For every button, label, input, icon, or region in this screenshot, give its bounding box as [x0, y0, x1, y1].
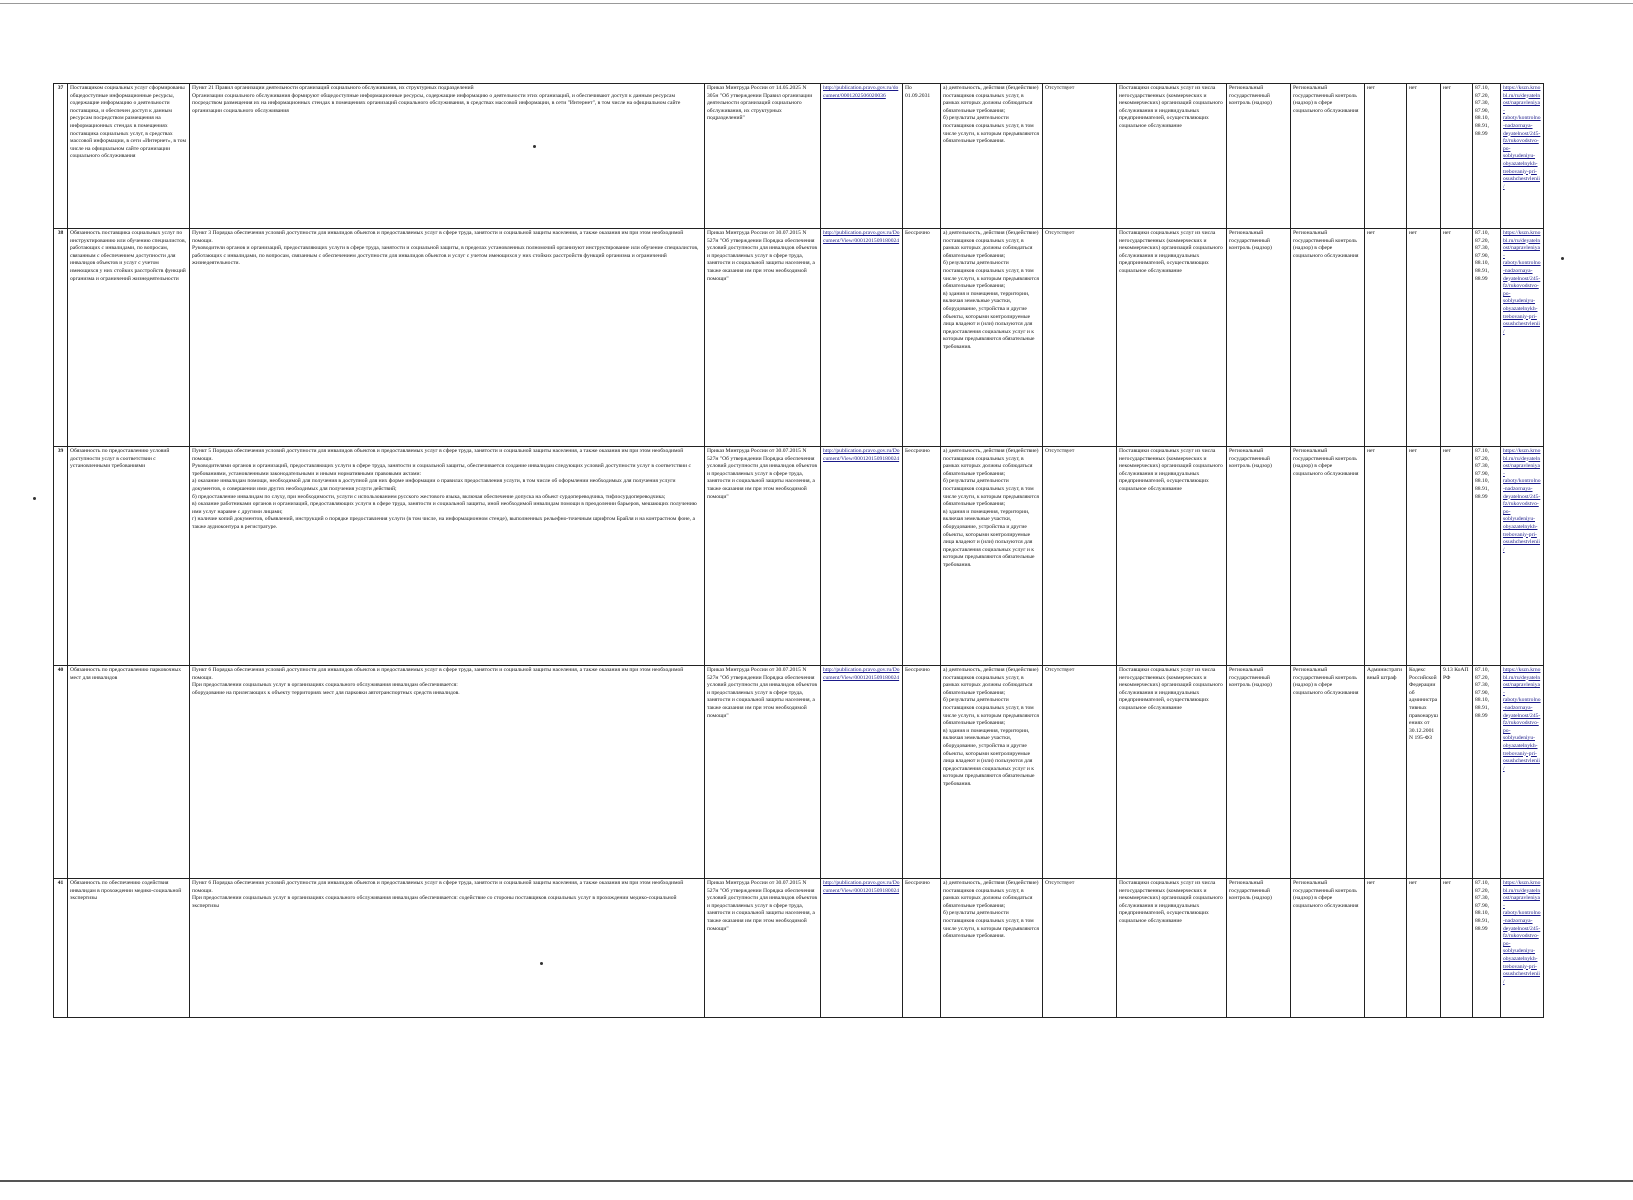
validity-term-text: Бессрочно	[905, 448, 930, 454]
row-number	[54, 879, 68, 1018]
control-objects-text: а) деятельность, действия (бездействие) поставщиков социальных услуг, в рамках которых должны соблюдаться обязательные требования; б) результаты деятельности поставщиков социальных услуг, в том числе услуги, к которым предъявляются обязательные требования.	[943, 85, 1039, 145]
control-kind-text: Региональный государственный контроль (надзор)	[1229, 880, 1272, 902]
legal-act-text: Приказ Минтруда России от 14.05.2025 N 305н "Об утверждении Правил организации деятельности организаций социального обслуживания, их структурных подразделений"	[707, 85, 813, 122]
liability-act-cell	[1407, 447, 1441, 666]
row-number	[54, 229, 68, 447]
validity-term-cell	[903, 879, 941, 1018]
article-text: 9.13 КоАП РФ	[1443, 667, 1469, 681]
legal-act-cell	[705, 229, 821, 447]
control-full-name-cell	[1291, 84, 1365, 229]
guide-link[interactable]: https://kszn.krno bl.ru/ru/deyatelnost/napravleniya-raboty/kontrolno-nadzornaya-deyatelnost/245-fz/rukovodstvo-po-soblyudeniyu-obyazatelnykh-trebovaniy-pri-osushchestvlenii/	[1503, 667, 1541, 772]
table-row	[54, 879, 1544, 1018]
okved-cell	[1473, 447, 1501, 666]
liability-act-text: Кодекс Российской Федерации об административных правонарушениях от 30.12.2001 N 195-ФЗ	[1409, 667, 1438, 742]
liability-act-cell	[1407, 84, 1441, 229]
article-cell	[1441, 879, 1473, 1018]
legal-act-text: Приказ Минтруда России от 30.07.2015 N 527н "Об утверждении Порядка обеспечения условий доступности для инвалидов объектов и предоставляемых услуг в сфере труда, занятости и социальной защиты населения, а также оказания им при этом необходимой помощи"	[707, 230, 818, 282]
obligation-cell	[68, 879, 190, 1018]
table-row	[54, 84, 1544, 229]
act-link-cell	[821, 84, 903, 229]
guide-link[interactable]: https://kszn.krno bl.ru/ru/deyatelnost/napravleniya-raboty/kontrolno-nadzornaya-deyatelnost/245-fz/rukovodstvo-po-soblyudeniyu-obyazatelnykh-trebovaniy-pri-osushchestvlenii/	[1503, 85, 1541, 190]
requirement-text: Пункт 5 Порядка обеспечения условий доступности для инвалидов объектов и предоставляемых услуг в сфере труда, занятости и социальной защиты населения, а также оказания им при этом необходимой помощи. Руководителями органов и организаций, предоставляющих услуги в сфере труда, занятости и социальной защиты, обеспечивается создание инвалидам следующих условий доступности услуг в соответствии с требованиями, установленными законодательными и иными нормативными правовыми актами: а) оказание инвалидам помощи, необходимой для получения в доступной для них форме информации о правилах предоставления услуги, в том числе об оформлении необходимых для получения услуги документов, о совершении ими других необходимых для получения услуги действий; б) предоставление инвалидам по слуху, при необходимости, услуги с использованием русского жестового языка, включая обеспечение допуска на объект сурдопереводчика, тифлосурдопереводчика; в) оказание работниками органов и организаций, предоставляющих услуги в сфере труда, занятости и социальной защиты, иной необходимой инвалидам помощи в преодолении барьеров, мешающих получению ими услуг наравне с другими лицами; г) наличие копий документов, объявлений, инструкций о порядке предоставления услуги (в том числе, на информационном стенде), выполненных рельефно-точечным шрифтом Брайля и на контрастном фоне, а также аудиоконтура в регистратуре.	[192, 448, 697, 530]
obligation-cell	[68, 84, 190, 229]
control-full-name-text: Региональный государственный контроль (надзор) в сфере социального обслуживания	[1293, 85, 1359, 114]
control-kind-cell	[1227, 447, 1291, 666]
guide-link[interactable]: https://kszn.krno bl.ru/ru/deyatelnost/napravleniya-raboty/kontrolno-nadzornaya-deyatelnost/245-fz/rukovodstvo-po-soblyudeniyu-obyazatelnykh-trebovaniy-pri-osushchestvlenii/	[1503, 230, 1541, 335]
legal-act-text: Приказ Минтруда России от 30.07.2015 N 527н "Об утверждении Порядка обеспечения условий доступности для инвалидов объектов и предоставляемых услуг в сфере труда, занятости и социальной защиты населения, а также оказания им при этом необходимой помощи"	[707, 880, 818, 932]
act-link-cell	[821, 447, 903, 666]
obligation-cell	[68, 229, 190, 447]
act-link-cell	[821, 666, 903, 879]
table-row	[54, 229, 1544, 447]
obligation-cell	[68, 666, 190, 879]
exemption-text: Отсутствует	[1045, 85, 1075, 91]
responsibility-cell	[1365, 447, 1407, 666]
row-number: 38	[57, 230, 64, 236]
requirement-text: Пункт 3 Порядка обеспечения условий доступности для инвалидов объектов и предоставляемых услуг в сфере труда, занятости и социальной защиты населения, а также оказания им при этом необходимой помощи. Руководители органов и организаций, предоставляющих услуги в сфере труда, занятости и социальной защиты, в пределах установленных полномочий организуют инструктирование или обучение специалистов, работающих с инвалидами, по вопросам, связанным с обеспечением доступности для инвалидов объектов и услуг с учетом имеющихся у них стойких расстройств функций организма и ограничений жизнедеятельности.	[192, 230, 699, 267]
validity-term-cell	[903, 229, 941, 447]
control-objects-cell	[941, 666, 1043, 879]
scan-edge-top	[0, 3, 1633, 4]
scan-speck	[1561, 257, 1564, 260]
responsibility-cell	[1365, 879, 1407, 1018]
exemption-text: Отсутствует	[1045, 448, 1075, 454]
article-cell	[1441, 229, 1473, 447]
article-cell	[1441, 84, 1473, 229]
article-text: нет	[1443, 85, 1451, 91]
validity-term-text: Бессрочно	[905, 880, 930, 886]
exemption-cell	[1043, 84, 1117, 229]
control-full-name-text: Региональный государственный контроль (надзор) в сфере социального обслуживания	[1293, 448, 1359, 477]
controlled-persons-text: Поставщики социальных услуг из числа негосударственных (коммерческих и некоммерческих) организаций социального обслуживания и индивидуальных предпринимателей, осуществляющих социальное обслуживание	[1119, 880, 1223, 924]
control-full-name-cell	[1291, 447, 1365, 666]
row-number	[54, 447, 68, 666]
act-link[interactable]: http://publication.pravo.gov.ru/Document/View/0001201509180024	[823, 667, 900, 681]
exemption-cell	[1043, 666, 1117, 879]
legal-act-text: Приказ Минтруда России от 30.07.2015 N 527н "Об утверждении Порядка обеспечения условий доступности для инвалидов объектов и предоставляемых услуг в сфере труда, занятости и социальной защиты населения, а также оказания им при этом необходимой помощи"	[707, 667, 818, 719]
responsibility-text: нет	[1367, 448, 1375, 454]
scan-speck	[33, 497, 36, 500]
control-full-name-cell	[1291, 229, 1365, 447]
obligation-text: Обязанность поставщика социальных услуг по инструктированию или обучению специалистов, работающих с инвалидами, по вопросам, связанным с обеспечением доступности для инвалидов объектов и услуг с учетом имеющихся у них стойких расстройств функций организма и ограничений жизнедеятельности	[70, 230, 187, 282]
guide-link-cell	[1501, 447, 1544, 666]
control-full-name-text: Региональный государственный контроль (надзор) в сфере социального обслуживания	[1293, 230, 1359, 259]
article-text: нет	[1443, 230, 1451, 236]
row-number: 37	[57, 85, 64, 91]
liability-act-cell	[1407, 229, 1441, 447]
requirement-cell	[190, 879, 705, 1018]
okved-cell	[1473, 879, 1501, 1018]
guide-link[interactable]: https://kszn.krno bl.ru/ru/deyatelnost/napravleniya-raboty/kontrolno-nadzornaya-deyatelnost/245-fz/rukovodstvo-po-soblyudeniyu-obyazatelnykh-trebovaniy-pri-osushchestvlenii/	[1503, 448, 1541, 553]
row-number: 39	[57, 448, 64, 454]
requirement-cell	[190, 84, 705, 229]
control-objects-text: а) деятельность, действия (бездействие) поставщиков социальных услуг, в рамках которых должны соблюдаться обязательные требования; б) результаты деятельности поставщиков социальных услуг, в том числе услуги, к которым предъявляются обязательные требования; в) здания и помещения, территории, включая земельные участки, оборудование, устройства и другие объекты, которыми контролируемые лица владеют и (или) пользуются для предоставления социальных услуг и к которым предъявляются обязательные требования.	[943, 230, 1039, 350]
liability-act-cell	[1407, 666, 1441, 879]
control-kind-text: Региональный государственный контроль (надзор)	[1229, 230, 1272, 252]
control-kind-text: Региональный государственный контроль (надзор)	[1229, 85, 1272, 107]
obligation-text: Обязанность по предоставлению условий доступности услуг в соответствии с установленными требованиями	[70, 448, 170, 470]
responsibility-cell	[1365, 666, 1407, 879]
requirement-text: Пункт 6 Порядка обеспечения условий доступности для инвалидов объектов и предоставляемых услуг в сфере труда, занятости и социальной защиты населения, а также оказания им при этом необходимой помощи. При предоставлении социальных услуг в организациях социального обслуживания инвалидам обеспечивается: оборудование на прилегающих к объекту территориях мест для парковки автотранспортных средств инвалидов.	[192, 667, 684, 696]
validity-term-cell	[903, 666, 941, 879]
requirement-text: Пункт 6 Порядка обеспечения условий доступности для инвалидов объектов и предоставляемых услуг в сфере труда, занятости и социальной защиты населения, а также оказания им при этом необходимой помощи. При предоставлении социальных услуг в организациях социального обслуживания инвалидам обеспечивается: содействие со стороны поставщиков социальных услуг в прохождении медико-социальной экспертизы	[192, 880, 684, 909]
okved-cell	[1473, 84, 1501, 229]
guide-link-cell	[1501, 229, 1544, 447]
liability-act-text: нет	[1409, 448, 1417, 454]
responsibility-text: нет	[1367, 230, 1375, 236]
control-kind-cell	[1227, 879, 1291, 1018]
requirement-cell	[190, 666, 705, 879]
controlled-persons-text: Поставщики социальных услуг из числа негосударственных (коммерческих и некоммерческих) организаций социального обслуживания и индивидуальных предпринимателей, осуществляющих социальное обслуживание	[1119, 448, 1223, 492]
control-full-name-cell	[1291, 879, 1365, 1018]
obligation-text: Обязанность по обеспечению содействия инвалидам в прохождении медико-социальной экспертизы	[70, 880, 182, 902]
validity-term-cell	[903, 447, 941, 666]
okved-text: 87.10, 87.20, 87.30, 87.90, 88.10, 88.91, 88.99	[1475, 667, 1489, 719]
control-full-name-text: Региональный государственный контроль (надзор) в сфере социального обслуживания	[1293, 667, 1359, 696]
control-objects-cell	[941, 84, 1043, 229]
table-body	[54, 84, 1544, 1018]
validity-term-text: По 01.09.2031	[905, 85, 931, 99]
responsibility-text: Административный штраф	[1367, 667, 1402, 681]
okved-cell	[1473, 666, 1501, 879]
row-number: 41	[57, 880, 64, 886]
control-objects-cell	[941, 879, 1043, 1018]
control-full-name-text: Региональный государственный контроль (надзор) в сфере социального обслуживания	[1293, 880, 1359, 909]
obligation-text: Поставщиком социальных услуг сформированы общедоступные информационные ресурсы, содержащие информацию о деятельности поставщика, и обеспечен доступ к данным ресурсам посредством размещения на информационных стендах в помещениях поставщика социальных услуг, в средствах массовой информации, в сети «Интернет», в том числе на официальном сайте организации социального обслуживания	[70, 85, 187, 160]
okved-text: 87.10, 87.20, 87.30, 87.90, 88.10, 88.91, 88.99	[1475, 85, 1489, 137]
act-link-cell	[821, 229, 903, 447]
controlled-persons-cell	[1117, 229, 1227, 447]
validity-term-text: Бессрочно	[905, 230, 930, 236]
validity-term-cell	[903, 84, 941, 229]
control-kind-cell	[1227, 666, 1291, 879]
exemption-cell	[1043, 229, 1117, 447]
table-row	[54, 666, 1544, 879]
exemption-text: Отсутствует	[1045, 667, 1075, 673]
control-objects-text: а) деятельность, действия (бездействие) поставщиков социальных услуг, в рамках которых должны соблюдаться обязательные требования; б) результаты деятельности поставщиков социальных услуг, в том числе услуги, к которым предъявляются обязательные требования; в) здания и помещения, территории, включая земельные участки, оборудование, устройства и другие объекты, которыми контролируемые лица владеют и (или) пользуются для предоставления социальных услуг и к которым предъявляются обязательные требования.	[943, 667, 1039, 787]
legal-act-text: Приказ Минтруда России от 30.07.2015 N 527н "Об утверждении Порядка обеспечения условий доступности для инвалидов объектов и предоставляемых услуг в сфере труда, занятости и социальной защиты населения, а также оказания им при этом необходимой помощи"	[707, 448, 818, 500]
obligation-text: Обязанность по предоставлению парковочных мест для инвалидов	[70, 667, 181, 681]
control-kind-text: Региональный государственный контроль (надзор)	[1229, 448, 1272, 470]
guide-link-cell	[1501, 879, 1544, 1018]
article-text: нет	[1443, 880, 1451, 886]
liability-act-text: нет	[1409, 880, 1417, 886]
exemption-text: Отсутствует	[1045, 230, 1075, 236]
guide-link[interactable]: https://kszn.krno bl.ru/ru/deyatelnost/napravleniya-raboty/kontrolno-nadzornaya-deyatelnost/245-fz/rukovodstvo-po-soblyudeniyu-obyazatelnykh-trebovaniy-pri-osushchestvlenii/	[1503, 880, 1541, 985]
legal-act-cell	[705, 666, 821, 879]
article-cell	[1441, 447, 1473, 666]
controlled-persons-cell	[1117, 447, 1227, 666]
responsibility-cell	[1365, 229, 1407, 447]
table-row	[54, 447, 1544, 666]
requirement-cell	[190, 447, 705, 666]
liability-act-text: нет	[1409, 85, 1417, 91]
exemption-cell	[1043, 879, 1117, 1018]
controlled-persons-cell	[1117, 84, 1227, 229]
guide-link-cell	[1501, 84, 1544, 229]
responsibility-text: нет	[1367, 85, 1375, 91]
article-text: нет	[1443, 448, 1451, 454]
control-objects-text: а) деятельность, действия (бездействие) поставщиков социальных услуг, в рамках которых должны соблюдаться обязательные требования; б) результаты деятельности поставщиков социальных услуг, в том числе услуги, к которым предъявляются обязательные требования.	[943, 880, 1039, 940]
responsibility-text: нет	[1367, 880, 1375, 886]
controlled-persons-cell	[1117, 879, 1227, 1018]
act-link-cell	[821, 879, 903, 1018]
legal-act-cell	[705, 447, 821, 666]
row-number: 40	[57, 667, 64, 673]
act-link[interactable]: http://publication.pravo.gov.ru/document/0001202506020036	[823, 85, 899, 99]
control-kind-text: Региональный государственный контроль (надзор)	[1229, 667, 1272, 689]
act-link[interactable]: http://publication.pravo.gov.ru/Document/View/0001201509180024	[823, 230, 900, 244]
okved-text: 87.10, 87.20, 87.30, 87.90, 88.10, 88.91, 88.99	[1475, 448, 1489, 500]
liability-act-cell	[1407, 879, 1441, 1018]
legal-act-cell	[705, 84, 821, 229]
row-number	[54, 84, 68, 229]
act-link[interactable]: http://publication.pravo.gov.ru/Document/View/0001201509180024	[823, 448, 900, 462]
responsibility-cell	[1365, 84, 1407, 229]
controlled-persons-cell	[1117, 666, 1227, 879]
exemption-text: Отсутствует	[1045, 880, 1075, 886]
obligations-table	[53, 83, 1544, 1018]
control-kind-cell	[1227, 229, 1291, 447]
control-objects-cell	[941, 229, 1043, 447]
controlled-persons-text: Поставщики социальных услуг из числа негосударственных (коммерческих и некоммерческих) организаций социального обслуживания и индивидуальных предпринимателей, осуществляющих социальное обслуживание	[1119, 85, 1223, 129]
scan-edge-bottom	[0, 1180, 1633, 1182]
okved-text: 87.10, 87.20, 87.30, 87.90, 88.10, 88.91, 88.99	[1475, 230, 1489, 282]
liability-act-text: нет	[1409, 230, 1417, 236]
row-number	[54, 666, 68, 879]
article-cell	[1441, 666, 1473, 879]
controlled-persons-text: Поставщики социальных услуг из числа негосударственных (коммерческих и некоммерческих) организаций социального обслуживания и индивидуальных предпринимателей, осуществляющих социальное обслуживание	[1119, 230, 1223, 274]
requirement-cell	[190, 229, 705, 447]
okved-cell	[1473, 229, 1501, 447]
okved-text: 87.10, 87.20, 87.30, 87.90, 88.10, 88.91, 88.99	[1475, 880, 1489, 932]
exemption-cell	[1043, 447, 1117, 666]
validity-term-text: Бессрочно	[905, 667, 930, 673]
legal-act-cell	[705, 879, 821, 1018]
control-objects-text: а) деятельность, действия (бездействие) поставщиков социальных услуг, в рамках которых должны соблюдаться обязательные требования; б) результаты деятельности поставщиков социальных услуг, в том числе услуги, к которым предъявляются обязательные требования; в) здания и помещения, территории, включая земельные участки, оборудование, устройства и другие объекты, которыми контролируемые лица владеют и (или) пользуются для предоставления социальных услуг и к которым предъявляются обязательные требования.	[943, 448, 1039, 568]
obligation-cell	[68, 447, 190, 666]
control-full-name-cell	[1291, 666, 1365, 879]
control-objects-cell	[941, 447, 1043, 666]
requirement-text: Пункт 21 Правил организации деятельности организаций социального обслуживания, их структурных подразделений Организации социального обслуживания формируют общедоступные информационные ресурсы, содержащие информацию о деятельности этих организаций, и обеспечивают доступ к данным ресурсам посредством размещения их на информационных стендах в помещениях организаций социального обслуживания, в средствах массовой информации, в сети "Интернет", в том числе на официальном сайте организации социального обслуживания	[192, 85, 681, 114]
guide-link-cell	[1501, 666, 1544, 879]
act-link[interactable]: http://publication.pravo.gov.ru/Document/View/0001201509180024	[823, 880, 900, 894]
controlled-persons-text: Поставщики социальных услуг из числа негосударственных (коммерческих и некоммерческих) организаций социального обслуживания и индивидуальных предпринимателей, осуществляющих социальное обслуживание	[1119, 667, 1223, 711]
control-kind-cell	[1227, 84, 1291, 229]
